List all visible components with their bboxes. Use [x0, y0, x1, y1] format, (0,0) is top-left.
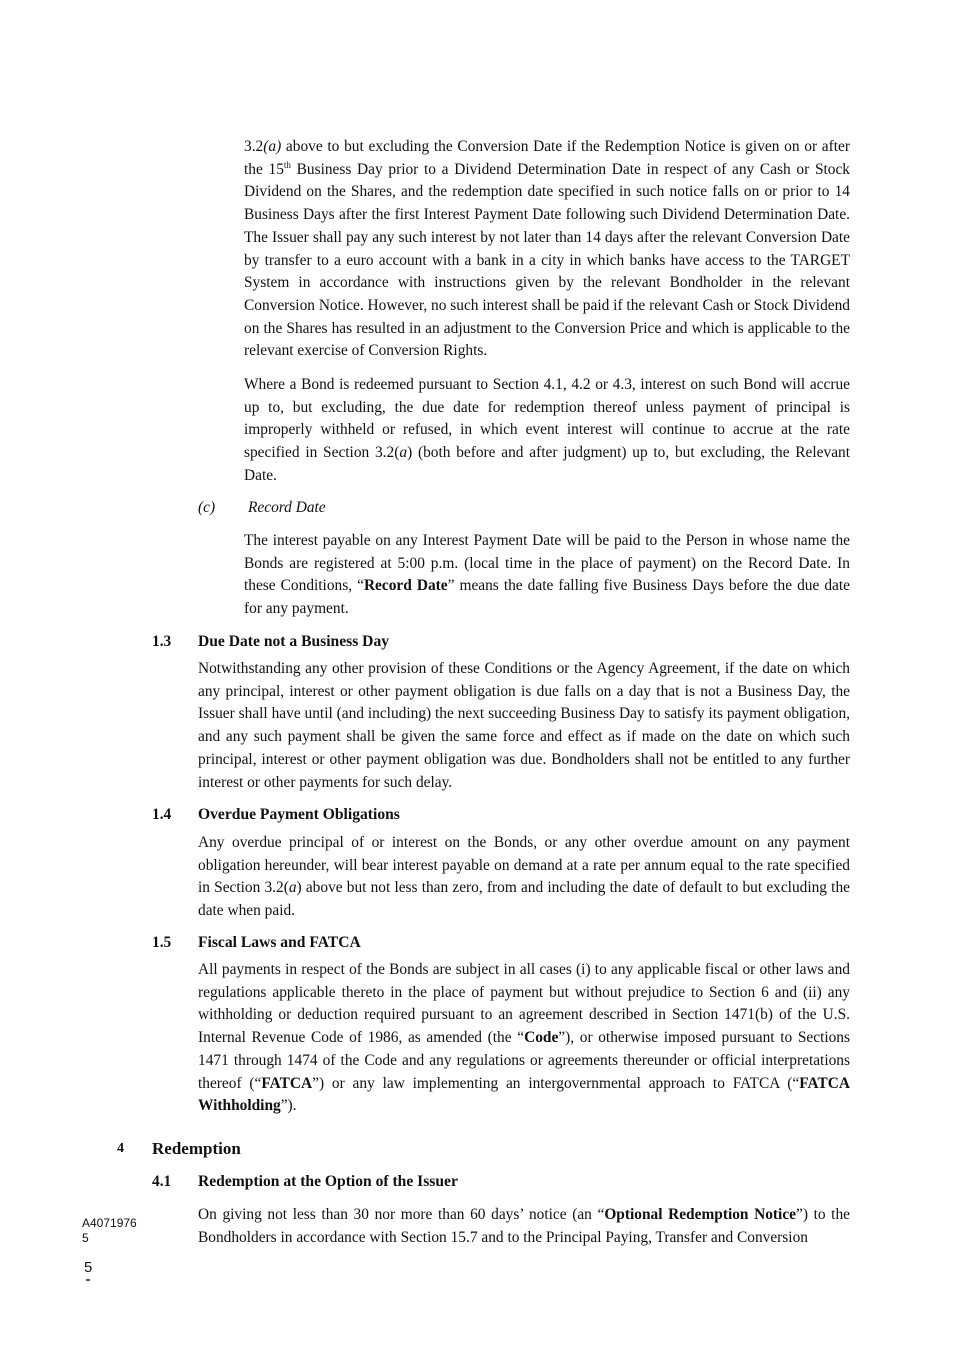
- section-1-4-number: 1.4: [152, 806, 172, 823]
- bond-redemption-interest-paragraph: Where a Bond is redeemed pursuant to Section 4.1, 4.2 or 4.3, interest on such Bond will accrue up to, but excluding, the due date for redemption thereof unless payment of principal is improperly withheld or refused, in which event interest will continue to accrue at the rate specified in Section 3.2(a) (both before and after judgment) up to, but excluding, the Relevant Date.: [244, 376, 850, 484]
- footer-mark: [86, 1279, 90, 1281]
- section-1-5-number: 1.5: [152, 934, 172, 951]
- section-1-3-body: Notwithstanding any other provision of these Conditions or the Agency Agreement, if the date on which any principal, interest or other payment obligation is due falls on a day that is not a Business Day, the Issuer shall have until (and including) the next succeeding Business Day to satisfy its payment obligation, and any such payment shall be given the same force and effect as if made on the date on which such principal, interest or other payment obligation was due. Bondholders shall not be entitled to any further interest or other payments for such delay.: [198, 660, 850, 791]
- document-id: A40719765: [82, 1216, 137, 1245]
- section-1-4-heading: Overdue Payment Obligations: [198, 806, 400, 823]
- section-1-5-heading: Fiscal Laws and FATCA: [198, 934, 361, 951]
- section-4-heading: Redemption: [152, 1139, 241, 1158]
- record-date-title: Record Date: [248, 499, 326, 516]
- section-1-5-body: All payments in respect of the Bonds are subject in all cases (i) to any applicable fiscal or other laws and regulations applicable thereto in the place of payment but without prejudice to Section 6 and (ii) any withholding or deduction required pursuant to an agreement described in Section 1471(b) of the U.S. Internal Revenue Code of 1986, as amended (the “Code”), or otherwise imposed pursuant to Sections 1471 through 1474 of the Code and any regulations or agreements thereunder or official interpretations thereof (“FATCA”) or any law implementing an intergovernmental approach to FATCA (“FATCA Withholding”).: [198, 961, 850, 1115]
- section-1-3-number: 1.3: [152, 633, 172, 650]
- section-4-1-number: 4.1: [152, 1173, 172, 1190]
- section-4-number: 4: [117, 1141, 124, 1156]
- page-number: 5: [84, 1259, 93, 1276]
- section-1-4-body: Any overdue principal of or interest on the Bonds, or any other overdue amount on any payment obligation hereunder, will bear interest payable on demand at a rate per annum equal to the rate specified in Section 3.2(a) above but not less than zero, from and including the date of default to but excluding the date when paid.: [198, 834, 850, 920]
- section-4-1-heading: Redemption at the Option of the Issuer: [198, 1173, 458, 1190]
- interest-conversion-paragraph: 3.2(a) above to but excluding the Conversion Date if the Redemption Notice is given on or after the 15th Business Day prior to a Dividend Determination Date in respect of any Cash or Stock Dividend on the Shares, and the redemption date specified in such notice falls on or prior to 14 Business Days after the first Interest Payment Date following such Dividend Determination Date. The Issuer shall pay any such interest by not later than 14 days after the relevant Conversion Date by transfer to a euro account with a bank in a city in which banks have access to the TARGET System in accordance with instructions given by the relevant Bondholder in the relevant Conversion Notice. However, no such interest shall be paid if the relevant Cash or Stock Dividend on the Shares has resulted in an adjustment to the Conversion Price and which is applicable to the relevant exercise of Conversion Rights.: [244, 138, 850, 360]
- record-date-paragraph: The interest payable on any Interest Payment Date will be paid to the Person in whose name the Bonds are registered at 5:00 p.m. (local time in the place of payment) on the Record Date. In these Conditions, “Record Date” means the date falling five Business Days before the due date for any payment.: [244, 532, 850, 618]
- section-1-3-heading: Due Date not a Business Day: [198, 633, 390, 650]
- section-4-1-body: On giving not less than 30 nor more than 60 days’ notice (an “Optional Redemption Notice”) to the Bondholders in accordance with Section 15.7 and to the Principal Paying, Transfer and Conversion: [198, 1206, 850, 1246]
- record-date-label: (c): [198, 499, 216, 516]
